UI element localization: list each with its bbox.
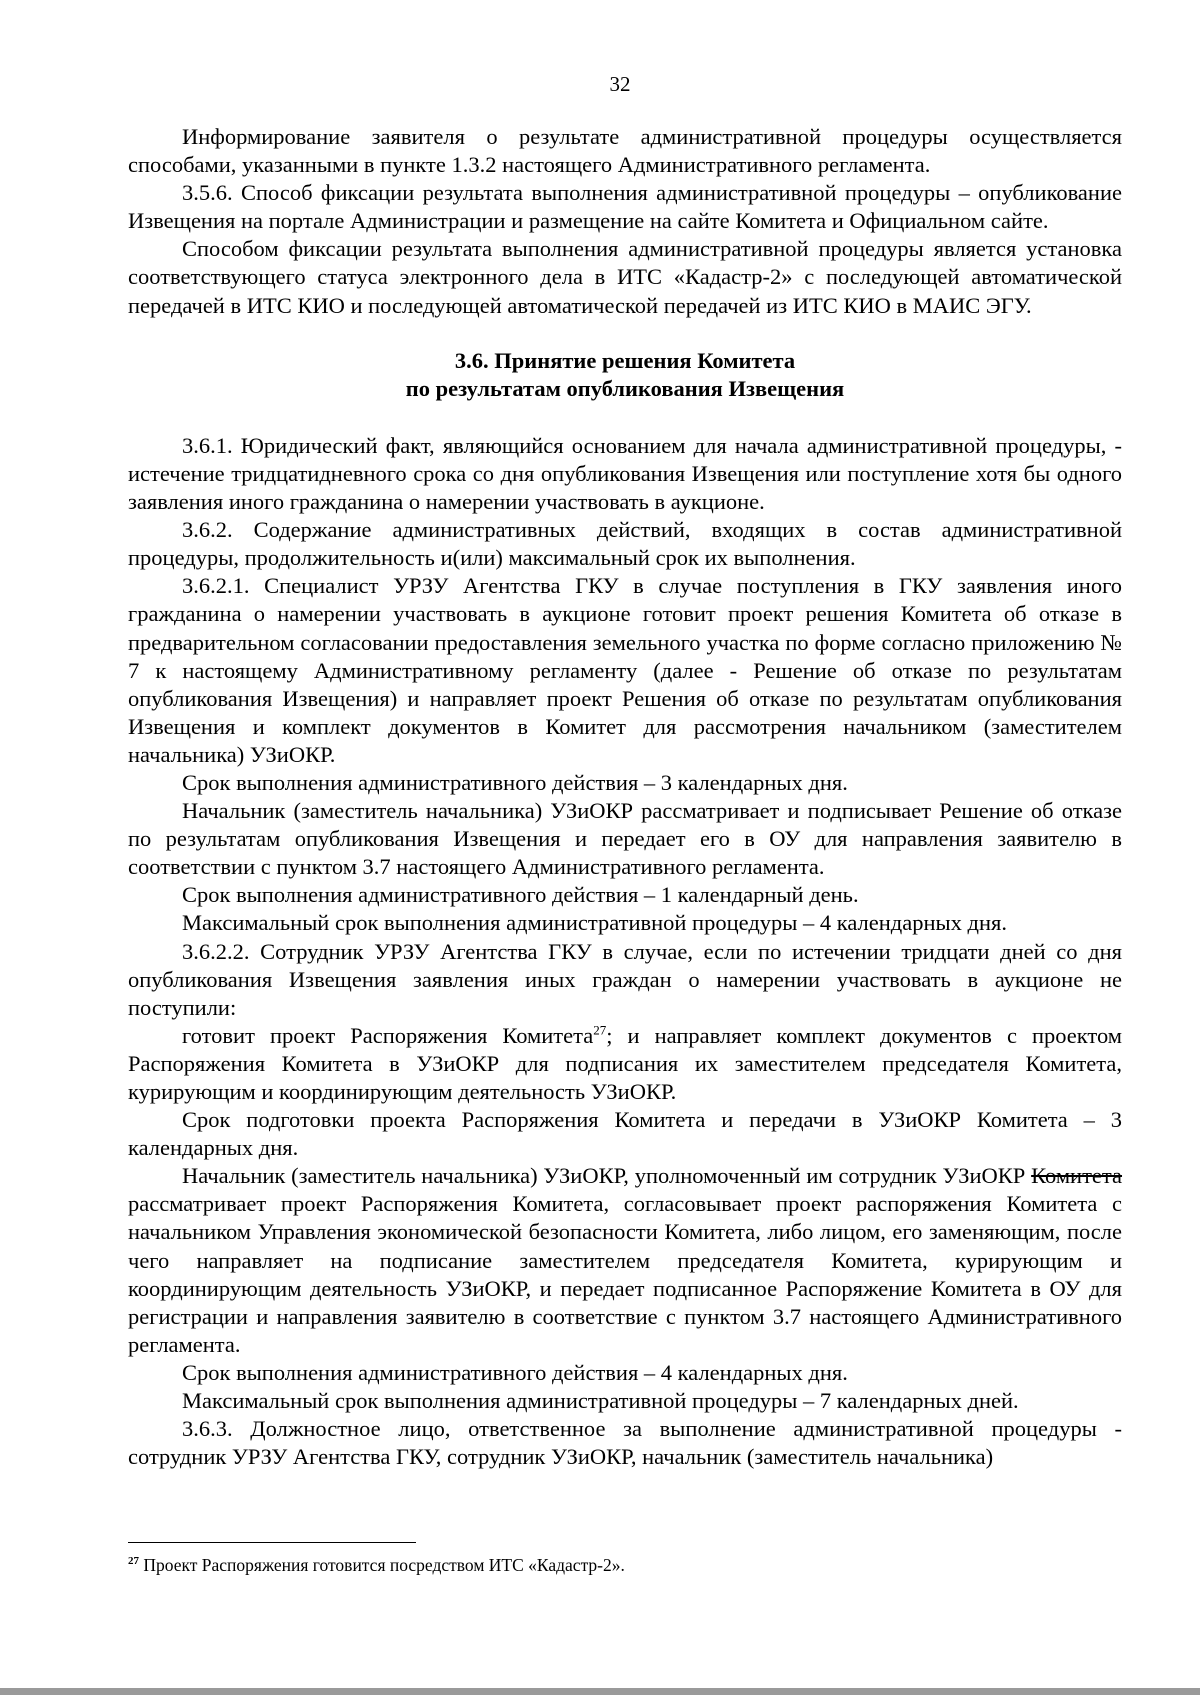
paragraph: 3.6.2.1. Специалист УРЗУ Агентства ГКУ в случае поступления в ГКУ заявления иного гражданина о намерении участвовать в аукционе готовит проект решения Комитета об отказе в предварительном согласовании предоставления земельного участка по форме согласно приложению № 7 к настоящему Административному регламенту (далее - Решение об отказе по результатам опубликования Извещения) и направляет проект Решения об отказе по результатам опубликования Извещения и комплект документов в Комитет для рассмотрения начальником (заместителем начальника) УЗиОКР. xyxy=(128,573,1122,767)
paragraph: 3.6.1. Юридический факт, являющийся основанием для начала административной процедуры, - истечение тридцатидневного срока со дня опубликования Извещения или поступление хотя бы одного заявления иного гражданина о намерении участвовать в аукционе. xyxy=(128,432,1122,515)
document-body xyxy=(128,123,1122,1471)
paragraph-prepares xyxy=(128,1022,1122,1106)
paragraph: Срок выполнения административного действия – 4 календарных дня. xyxy=(182,1359,848,1385)
paragraph: 3.5.6. Способ фиксации результата выполнения административной процедуры – опубликование Извещения на портале Администрации и размещение на сайте Комитета и Официальном сайте. xyxy=(128,180,1122,234)
paragraph: Срок выполнения административного действия – 3 календарных дня. xyxy=(182,769,848,795)
section-heading xyxy=(128,347,1122,403)
footnote-separator xyxy=(128,1542,416,1543)
paragraph: Срок подготовки проекта Распоряжения Комитета и передачи в УЗиОКР Комитета – 3 календарных дня. xyxy=(128,1107,1122,1161)
footnote-mark: 27 xyxy=(128,1555,139,1568)
section-heading-line: по результатам опубликования Извещения xyxy=(405,375,845,401)
paragraph: Начальник (заместитель начальника) УЗиОКР рассматривает и подписывает Решение об отказе по результатам опубликования Извещения и передает его в ОУ для направления заявителю в соответствии с пунктом 3.7 настоящего Административного регламента. xyxy=(128,798,1122,880)
paragraph: 3.6.3. Должностное лицо, ответственное за выполнение административной процедуры - сотрудник УРЗУ Агентства ГКУ, сотрудник УЗиОКР, начальник (заместитель начальника) xyxy=(128,1416,1122,1470)
paragraph-head xyxy=(128,1162,1122,1359)
paragraph: 3.6.2.2. Сотрудник УРЗУ Агентства ГКУ в случае, если по истечении тридцати дней со дня опубликования Извещения заявления иных граждан о намерении участвовать в аукционе не поступили: xyxy=(128,938,1122,1020)
page-number: 32 xyxy=(609,72,631,96)
footnote-text: Проект Распоряжения готовится посредством ИТС «Кадастр-2». xyxy=(139,1555,625,1575)
footnote xyxy=(128,1555,1122,1576)
paragraph: 3.6.2. Содержание административных действий, входящих в состав административной процедуры, продолжительность и(или) максимальный срок их выполнения. xyxy=(128,517,1122,571)
paragraph-text: готовит проект Распоряжения Комитета xyxy=(182,1022,594,1048)
paragraph: Максимальный срок выполнения административной процедуры – 7 календарных дней. xyxy=(182,1388,1019,1414)
scan-bottom-edge xyxy=(0,1688,1200,1695)
struck-text: Комитета xyxy=(1031,1163,1123,1189)
paragraph-text: рассматривает проект Распоряжения Комитета, согласовывает проект распоряжения Комитета с начальником Управления экономической безопасности Комитета, либо лицом, его заменяющим, после чего направляет на подписание заместителем председателя Комитета, курирующим и координирующим деятельность УЗиОКР, и передает подписанное Распоряжение Комитета в ОУ для регистрации и направления заявителю в соответствие с пунктом 3.7 настоящего Административного регламента. xyxy=(128,1191,1122,1357)
section-heading-line: 3.6. Принятие решения Комитета xyxy=(454,347,796,373)
paragraph: Максимальный срок выполнения административной процедуры – 4 календарных дня. xyxy=(182,910,1007,936)
paragraph-text: Начальник (заместитель начальника) УЗиОКР, уполномоченный им сотрудник УЗиОКР xyxy=(182,1163,1026,1189)
paragraph-text: ; и направляет комплект документов с проектом Распоряжения Комитета в УЗиОКР для подписания их заместителем председателя Комитета, курирующим и координирующим деятельность УЗиОКР. xyxy=(128,1022,1122,1104)
footnote-reference[interactable]: 27 xyxy=(593,1022,607,1038)
paragraph: Способом фиксации результата выполнения административной процедуры является установка соответствующего статуса электронного дела в ИТС «Кадастр-2» с последующей автоматической передачей в ИТС КИО и последующей автоматической передачей из ИТС КИО в МАИС ЭГУ. xyxy=(128,236,1122,318)
paragraph: Срок выполнения административного действия – 1 календарный день. xyxy=(182,882,859,908)
paragraph: Информирование заявителя о результате административной процедуры осуществляется способами, указанными в пункте 1.3.2 настоящего Административного регламента. xyxy=(128,124,1122,178)
